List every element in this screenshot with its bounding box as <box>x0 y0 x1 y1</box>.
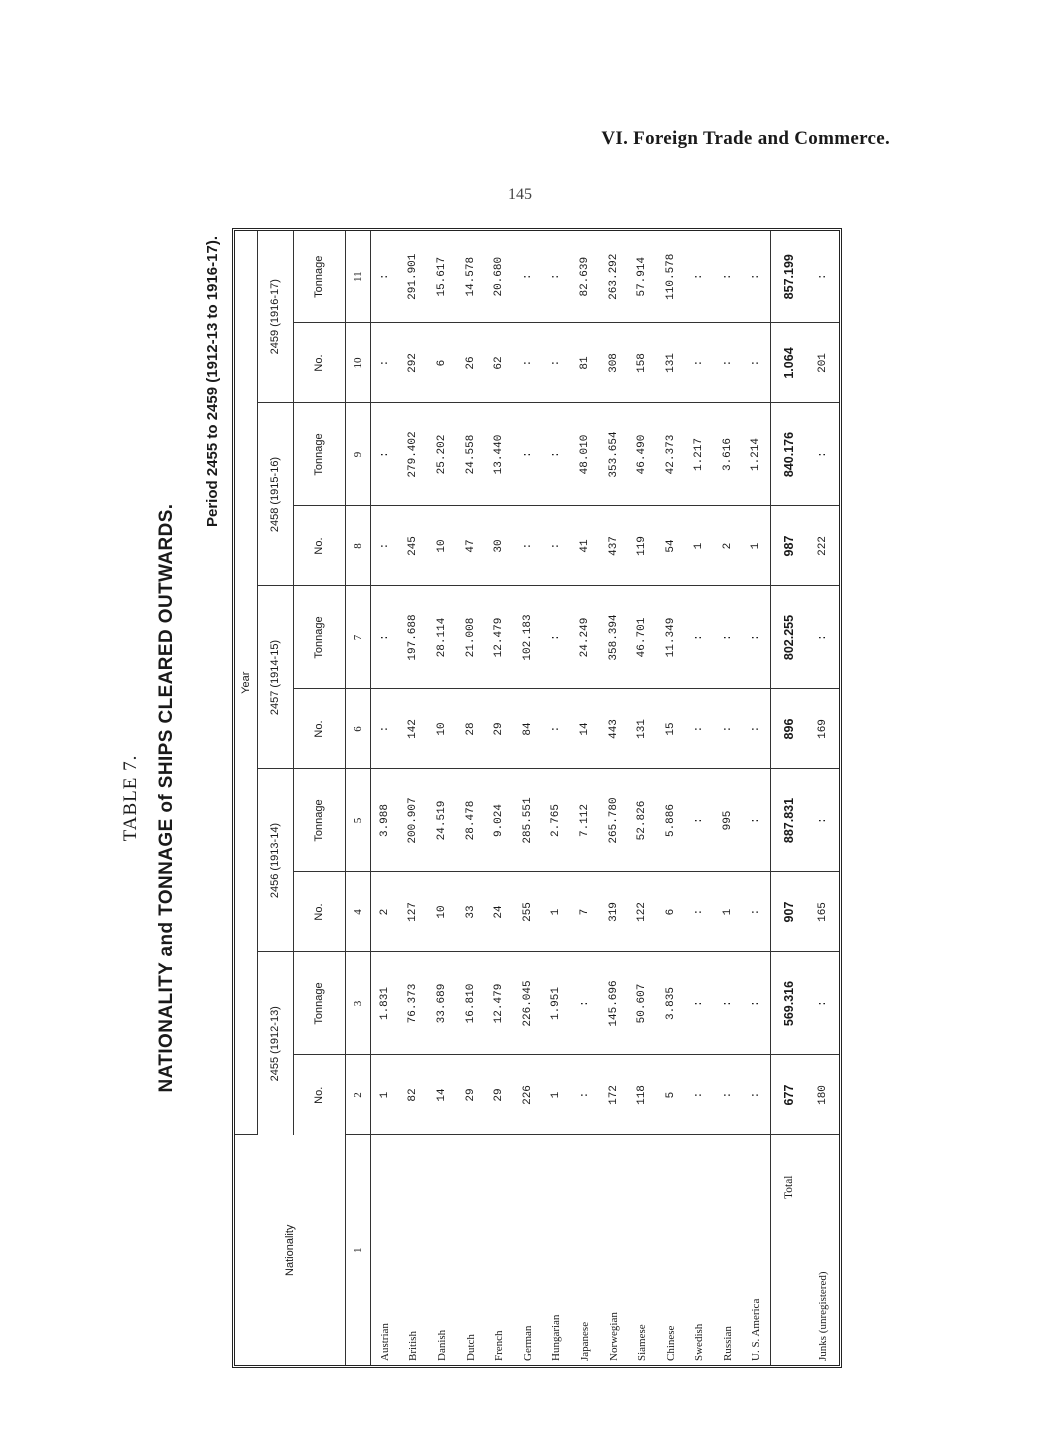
count-cell: 255 <box>513 872 542 952</box>
tonnage-cell: : <box>513 403 542 506</box>
count-cell: 29 <box>456 1055 485 1135</box>
nationality-cell <box>513 1135 542 1365</box>
tonnage-cell: 14.578 <box>456 231 485 323</box>
sub-header-no: No. <box>293 689 345 769</box>
nationality-label: Dutch <box>464 1334 477 1361</box>
count-cell: : <box>542 689 571 769</box>
table-label: TABLE 7. <box>120 754 141 842</box>
nationality-label: British <box>407 1331 420 1361</box>
tonnage-cell: 57.914 <box>628 231 657 323</box>
tonnage-cell: 265.780 <box>599 769 628 872</box>
tonnage-cell: 2.765 <box>542 769 571 872</box>
tonnage-cell: 285.551 <box>513 769 542 872</box>
tonnage-cell: 46.490 <box>628 403 657 506</box>
table-row <box>399 231 428 1365</box>
tonnage-cell: : <box>542 231 571 323</box>
ships-table-frame <box>232 228 842 1368</box>
table-row <box>628 231 657 1365</box>
total-count-cell: 1.064 <box>771 323 807 403</box>
col-index: 6 <box>345 689 370 769</box>
total-count-cell: 907 <box>771 872 807 952</box>
tonnage-cell: : <box>370 231 399 323</box>
nationality-cell <box>399 1135 428 1365</box>
nationality-label: Russian <box>722 1326 735 1361</box>
tonnage-cell: : <box>513 231 542 323</box>
tonnage-cell: 1.951 <box>542 952 571 1055</box>
count-cell: 443 <box>599 689 628 769</box>
tonnage-cell: 50.607 <box>628 952 657 1055</box>
tonnage-cell: 12.479 <box>485 586 514 689</box>
sub-header-tonnage: Tonnage <box>293 769 345 872</box>
count-cell: 33 <box>456 872 485 952</box>
tonnage-cell: : <box>542 586 571 689</box>
year-header: Year <box>235 231 257 1135</box>
count-cell: : <box>685 689 714 769</box>
count-cell: : <box>742 872 771 952</box>
count-cell: 14 <box>571 689 600 769</box>
tonnage-cell: : <box>370 403 399 506</box>
count-cell: 30 <box>485 506 514 586</box>
tonnage-cell: : <box>742 952 771 1055</box>
table-row <box>370 231 399 1365</box>
tonnage-cell: 28.478 <box>456 769 485 872</box>
tonnage-cell: 16.810 <box>456 952 485 1055</box>
count-cell: 14 <box>428 1055 457 1135</box>
year-header-2456: 2456 (1913-14) <box>257 769 293 952</box>
count-cell: 24 <box>485 872 514 952</box>
nationality-cell <box>542 1135 571 1365</box>
junks-tonnage-cell: : <box>807 952 839 1055</box>
nationality-label: U. S. America <box>750 1298 763 1361</box>
tonnage-cell: 7.112 <box>571 769 600 872</box>
tonnage-cell: 1.831 <box>370 952 399 1055</box>
count-cell: : <box>742 689 771 769</box>
count-cell: 308 <box>599 323 628 403</box>
sub-header-tonnage: Tonnage <box>293 403 345 506</box>
junks-tonnage-cell: : <box>807 231 839 323</box>
tonnage-cell: 33.689 <box>428 952 457 1055</box>
count-cell: 1 <box>714 872 743 952</box>
tonnage-cell: : <box>685 231 714 323</box>
table-row <box>456 231 485 1365</box>
nationality-label: Hungarian <box>550 1314 563 1361</box>
nationality-cell <box>485 1135 514 1365</box>
count-cell: 1 <box>542 1055 571 1135</box>
tonnage-cell: 15.617 <box>428 231 457 323</box>
count-cell: 1 <box>742 506 771 586</box>
col-index: 5 <box>345 769 370 872</box>
year-header-2459: 2459 (1916-17) <box>257 231 293 403</box>
count-cell: 15 <box>657 689 686 769</box>
count-cell: : <box>714 1055 743 1135</box>
count-cell: : <box>513 506 542 586</box>
tonnage-cell: 52.826 <box>628 769 657 872</box>
count-cell: 62 <box>485 323 514 403</box>
count-cell: 158 <box>628 323 657 403</box>
junks-row <box>807 231 839 1365</box>
tonnage-cell: : <box>685 586 714 689</box>
count-cell: : <box>542 323 571 403</box>
tonnage-cell: : <box>370 586 399 689</box>
tonnage-cell: 48.010 <box>571 403 600 506</box>
ships-table <box>235 231 839 1365</box>
nationality-label: Austrian <box>378 1323 391 1361</box>
nationality-cell <box>742 1135 771 1365</box>
tonnage-cell: 102.183 <box>513 586 542 689</box>
nationality-cell <box>714 1135 743 1365</box>
tonnage-cell: 197.688 <box>399 586 428 689</box>
tonnage-cell: 291.901 <box>399 231 428 323</box>
count-cell: : <box>742 1055 771 1135</box>
total-tonnage-cell: 857.199 <box>771 231 807 323</box>
tonnage-cell: : <box>685 769 714 872</box>
count-cell: 7 <box>571 872 600 952</box>
section-title: VI. Foreign Trade and Commerce. <box>601 128 890 149</box>
tonnage-cell: 358.394 <box>599 586 628 689</box>
count-cell: : <box>571 1055 600 1135</box>
col-index: 1 <box>345 1135 370 1365</box>
count-cell: 29 <box>485 1055 514 1135</box>
nationality-cell <box>370 1135 399 1365</box>
tonnage-cell: : <box>714 586 743 689</box>
tonnage-cell: 21.008 <box>456 586 485 689</box>
count-cell: 5 <box>657 1055 686 1135</box>
count-cell: 29 <box>485 689 514 769</box>
count-cell: 2 <box>714 506 743 586</box>
table-title: NATIONALITY and TONNAGE of SHIPS CLEARED OUTWARDS. <box>156 503 177 1093</box>
count-cell: 226 <box>513 1055 542 1135</box>
total-count-cell: 987 <box>771 506 807 586</box>
tonnage-cell: 24.558 <box>456 403 485 506</box>
tonnage-cell: 263.292 <box>599 231 628 323</box>
nationality-label: Norwegian <box>607 1312 620 1361</box>
tonnage-cell: 20.680 <box>485 231 514 323</box>
count-cell: 292 <box>399 323 428 403</box>
count-cell: : <box>370 506 399 586</box>
tonnage-cell: 11.349 <box>657 586 686 689</box>
sub-header-no: No. <box>293 1055 345 1135</box>
tonnage-cell: 12.479 <box>485 952 514 1055</box>
tonnage-cell: 5.886 <box>657 769 686 872</box>
total-row <box>771 231 807 1365</box>
count-cell: 41 <box>571 506 600 586</box>
tonnage-cell: : <box>742 231 771 323</box>
tonnage-cell: 28.114 <box>428 586 457 689</box>
junks-count-cell: 165 <box>807 872 839 952</box>
tonnage-cell: 13.440 <box>485 403 514 506</box>
tonnage-cell: 1.217 <box>685 403 714 506</box>
col-index: 2 <box>345 1055 370 1135</box>
nationality-label: Swedish <box>693 1323 706 1361</box>
count-cell: 54 <box>657 506 686 586</box>
count-cell: 142 <box>399 689 428 769</box>
tonnage-cell: 24.519 <box>428 769 457 872</box>
table-row <box>571 231 600 1365</box>
page-number: 145 <box>508 186 532 203</box>
table-row <box>685 231 714 1365</box>
tonnage-cell: 82.639 <box>571 231 600 323</box>
count-cell: 131 <box>657 323 686 403</box>
period-label: Period 2455 to 2459 (1912-13 to 1916-17). <box>204 236 221 527</box>
count-cell: : <box>742 323 771 403</box>
nationality-label: French <box>493 1330 506 1361</box>
count-cell: 82 <box>399 1055 428 1135</box>
tonnage-cell: 995 <box>714 769 743 872</box>
rotated-table-page <box>120 228 870 1368</box>
tonnage-cell: 42.373 <box>657 403 686 506</box>
count-cell: 118 <box>628 1055 657 1135</box>
tonnage-cell: : <box>714 952 743 1055</box>
col-index: 3 <box>345 952 370 1055</box>
nationality-label: German <box>521 1325 534 1361</box>
junks-tonnage-cell: : <box>807 403 839 506</box>
junks-tonnage-cell: : <box>807 586 839 689</box>
sub-header-tonnage: Tonnage <box>293 586 345 689</box>
count-cell: : <box>685 872 714 952</box>
tonnage-cell: : <box>742 769 771 872</box>
tonnage-cell: : <box>742 586 771 689</box>
count-cell: 47 <box>456 506 485 586</box>
table-row <box>513 231 542 1365</box>
junks-count-cell: 201 <box>807 323 839 403</box>
junks-tonnage-cell: : <box>807 769 839 872</box>
count-cell: : <box>685 1055 714 1135</box>
table-row <box>599 231 628 1365</box>
junks-label: Junks (unregistered) <box>817 1271 829 1361</box>
nationality-cell <box>456 1135 485 1365</box>
total-tonnage-cell: 887.831 <box>771 769 807 872</box>
tonnage-cell: 145.696 <box>599 952 628 1055</box>
count-cell: 122 <box>628 872 657 952</box>
tonnage-cell: 1.214 <box>742 403 771 506</box>
count-cell: 1 <box>370 1055 399 1135</box>
count-cell: 81 <box>571 323 600 403</box>
count-cell: 10 <box>428 506 457 586</box>
nationality-label: Japanese <box>579 1321 591 1361</box>
tonnage-cell: 353.654 <box>599 403 628 506</box>
tonnage-cell: 3.835 <box>657 952 686 1055</box>
nationality-label: Siamese <box>636 1324 649 1361</box>
tonnage-cell: 226.045 <box>513 952 542 1055</box>
count-cell: : <box>714 323 743 403</box>
table-row <box>742 231 771 1365</box>
count-cell: 6 <box>428 323 457 403</box>
tonnage-cell: 110.578 <box>657 231 686 323</box>
count-cell: 1 <box>685 506 714 586</box>
col-index: 8 <box>345 506 370 586</box>
count-cell: 245 <box>399 506 428 586</box>
table-row <box>428 231 457 1365</box>
table-row <box>714 231 743 1365</box>
total-tonnage-cell: 840.176 <box>771 403 807 506</box>
junks-count-cell: 169 <box>807 689 839 769</box>
count-cell: : <box>685 323 714 403</box>
tonnage-cell: : <box>685 952 714 1055</box>
column-index-row <box>345 231 370 1365</box>
junks-count-cell: 180 <box>807 1055 839 1135</box>
total-label: Total <box>771 1135 807 1365</box>
tonnage-cell: 46.701 <box>628 586 657 689</box>
tonnage-cell: 200.907 <box>399 769 428 872</box>
total-tonnage-cell: 802.255 <box>771 586 807 689</box>
count-cell: 127 <box>399 872 428 952</box>
nationality-cell <box>599 1135 628 1365</box>
count-cell: 131 <box>628 689 657 769</box>
count-cell: 319 <box>599 872 628 952</box>
tonnage-cell: 9.024 <box>485 769 514 872</box>
sub-header-no: No. <box>293 323 345 403</box>
count-cell: 26 <box>456 323 485 403</box>
table-body <box>345 231 839 1365</box>
count-cell: 437 <box>599 506 628 586</box>
col-index: 10 <box>345 323 370 403</box>
nationality-header: Nationality <box>235 1135 345 1365</box>
total-tonnage-cell: 569.316 <box>771 952 807 1055</box>
count-cell: : <box>370 323 399 403</box>
col-index: 4 <box>345 872 370 952</box>
nationality-cell <box>657 1135 686 1365</box>
nationality-label: Chinese <box>664 1325 677 1361</box>
count-cell: 1 <box>542 872 571 952</box>
count-cell: : <box>542 506 571 586</box>
count-cell: 6 <box>657 872 686 952</box>
count-cell: 28 <box>456 689 485 769</box>
count-cell: 10 <box>428 689 457 769</box>
sub-header-no: No. <box>293 872 345 952</box>
tonnage-cell: : <box>542 403 571 506</box>
total-count-cell: 896 <box>771 689 807 769</box>
tonnage-cell: 76.373 <box>399 952 428 1055</box>
nationality-cell <box>685 1135 714 1365</box>
col-index: 7 <box>345 586 370 689</box>
year-header-2458: 2458 (1915-16) <box>257 403 293 586</box>
count-cell: : <box>714 689 743 769</box>
table-row <box>657 231 686 1365</box>
tonnage-cell: 24.249 <box>571 586 600 689</box>
nationality-cell <box>428 1135 457 1365</box>
count-cell: 10 <box>428 872 457 952</box>
sub-header-no: No. <box>293 506 345 586</box>
count-cell: : <box>513 323 542 403</box>
sub-header-tonnage: Tonnage <box>293 231 345 323</box>
junks-count-cell: 222 <box>807 506 839 586</box>
count-cell: 84 <box>513 689 542 769</box>
table-row <box>542 231 571 1365</box>
tonnage-cell: : <box>714 231 743 323</box>
year-header-2457: 2457 (1914-15) <box>257 586 293 769</box>
count-cell: 2 <box>370 872 399 952</box>
nationality-cell <box>571 1135 600 1365</box>
table-row <box>485 231 514 1365</box>
sub-header-tonnage: Tonnage <box>293 952 345 1055</box>
tonnage-cell: 25.202 <box>428 403 457 506</box>
tonnage-cell: 279.402 <box>399 403 428 506</box>
count-cell: 172 <box>599 1055 628 1135</box>
tonnage-cell: 3.988 <box>370 769 399 872</box>
count-cell: : <box>370 689 399 769</box>
total-count-cell: 677 <box>771 1055 807 1135</box>
count-cell: 119 <box>628 506 657 586</box>
nationality-label: Danish <box>435 1329 448 1361</box>
col-index: 11 <box>345 231 370 323</box>
year-header-2455: 2455 (1912-13) <box>257 952 293 1135</box>
col-index: 9 <box>345 403 370 506</box>
tonnage-cell: 3.616 <box>714 403 743 506</box>
nationality-cell <box>628 1135 657 1365</box>
tonnage-cell: : <box>571 952 600 1055</box>
